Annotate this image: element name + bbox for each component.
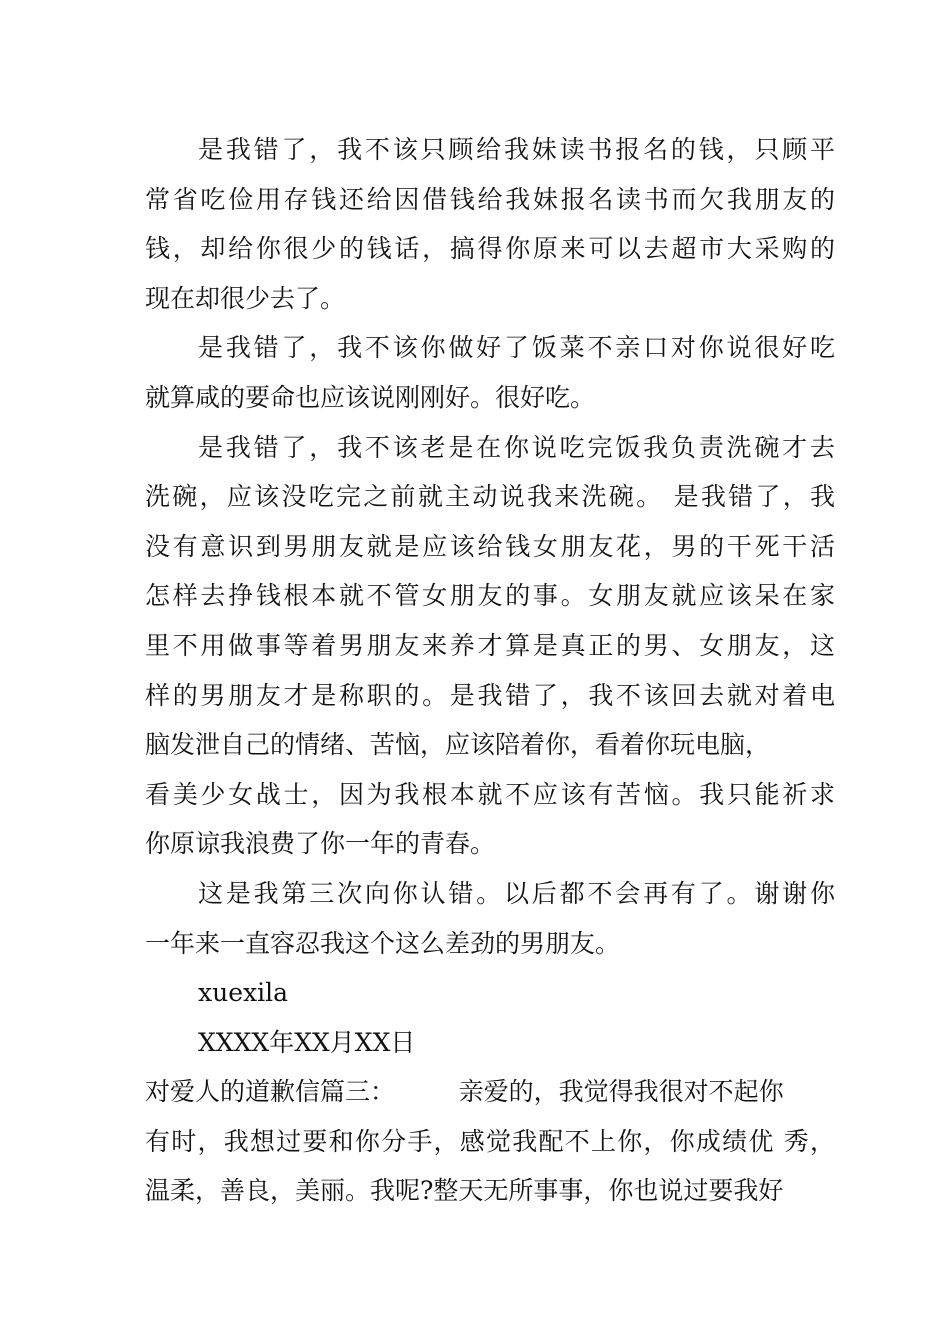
text-line: 样的男朋友才是称职的。是我错了，我不该回去就对着电 (145, 680, 835, 710)
text-line: 是我错了，我不该你做好了饭菜不亲口对你说很好吃 (198, 333, 835, 363)
text-line: 是我错了，我不该只顾给我妹读书报名的钱，只顾平 (198, 135, 835, 164)
text-line: 钱，却给你很少的钱话，搞得你原来可以去超市大采购的 (145, 234, 835, 264)
text-line: 你原谅我浪费了你一年的青春。 (145, 829, 496, 859)
letter-body (145, 125, 835, 1216)
text-line: 里不用做事等着男朋友来养才算是真正的男、女朋友，这 (145, 630, 835, 660)
text-line: 这是我第三次向你认错。以后都不会再有了。谢谢你 (198, 878, 835, 908)
text-line: 温柔，善良，美丽。我呢?整天无所事事，你也说过要我好 (145, 1176, 784, 1206)
text-line: 就算咸的要命也应该说刚刚好。很好吃。 (145, 382, 596, 412)
section-heading-line: 对爱人的道歉信篇三： 亲爱的，我觉得我很对不起你 (145, 1077, 784, 1107)
text-line: 现在却很少去了。 (145, 283, 346, 313)
text-line: 脑发泄自己的情绪、苦恼，应该陪着你，看着你玩电脑， (145, 730, 771, 760)
text-line: 没有意识到男朋友就是应该给钱女朋友花，男的干死干活 (145, 531, 835, 561)
text-line: 是我错了，我不该老是在你说吃完饭我负责洗碗才去 (198, 432, 835, 462)
text-line: 常省吃俭用存钱还给因借钱给我妹报名读书而欠我朋友的 (145, 184, 835, 214)
text-line: 有时，我想过要和你分手，感觉我配不上你，你成绩优 秀， (145, 1126, 835, 1156)
text-line: 一年来一直容忍我这个这么差劲的男朋友。 (145, 928, 621, 958)
signature-name: xuexila (198, 978, 288, 1008)
signature-date: XXXX年XX月XX日 (198, 1027, 416, 1057)
text-line: 洗碗，应该没吃完之前就主动说我来洗碗。 是我错了，我 (145, 482, 835, 512)
text-line: 怎样去挣钱根本就不管女朋友的事。女朋友就应该呆在家 (145, 581, 835, 611)
text-line: 看美少女战士，因为我根本就不应该有苦恼。我只能祈求 (145, 779, 835, 809)
